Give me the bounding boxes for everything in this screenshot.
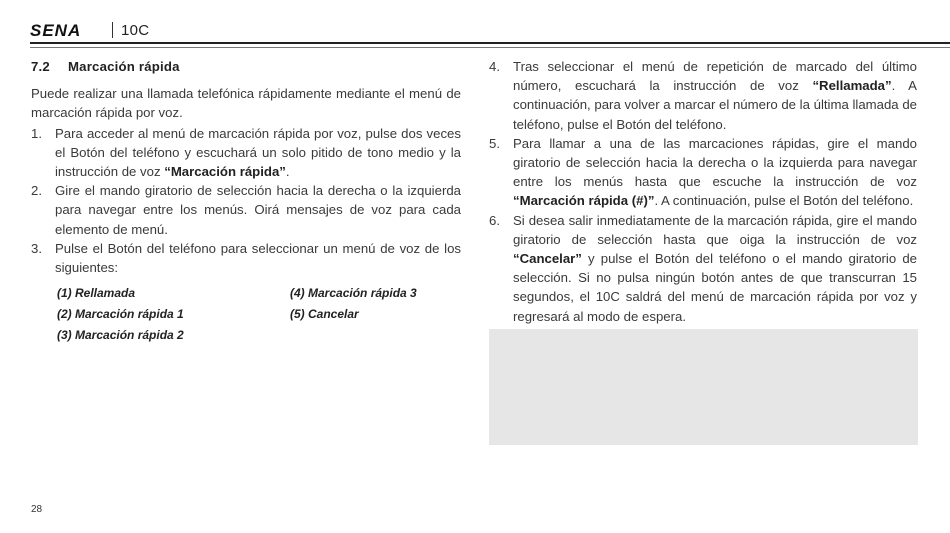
voice-prompt: “Rellamada” (812, 78, 892, 94)
step-text-end: y pulse el Botón del teléfono o el mando giratorio de selección. Si no pulsa ningún botón antes de que transcurran 15 segundos, el 10C saldrá del menú de marcación rápida por voz y regresará al modo de espera. (513, 251, 917, 324)
header-rule-thin (30, 47, 950, 48)
step-text-end: . A continuación, para volver a marcar el número de la última llamada de teléfono, pulse el Botón del teléfono. (513, 78, 917, 132)
step-number: 5. (489, 135, 500, 151)
steps-list-right (489, 57, 917, 326)
header-rule (30, 42, 950, 44)
list-item (31, 239, 461, 277)
option-marcacion-3: (4) Marcación rápida 3 (290, 286, 417, 301)
list-item (31, 181, 461, 239)
step-text: Gire el mando giratorio de selección hacia la derecha o la izquierda para navegar entre los menús. Oirá mensajes de voz para cada elemento de menú. (55, 183, 461, 237)
list-item (489, 211, 917, 326)
page-header (30, 18, 149, 42)
step-text: Para acceder al menú de marcación rápida por voz, pulse dos veces el Botón del teléfono y escuchará un solo pitido de tono medio y la instrucción de voz (55, 125, 461, 180)
option-rellamada: (1) Rellamada (57, 286, 136, 301)
list-item (489, 57, 917, 134)
step-text: Para llamar a una de las marcaciones rápidas, gire el mando giratorio de selección hacia la derecha o la izquierda para navegar entre los menús hasta que escuche la instrucción de voz (513, 135, 917, 190)
step-number: 4. (489, 59, 500, 74)
left-column (31, 57, 461, 345)
step-number: 2. (31, 183, 42, 199)
option-marcacion-2: (3) Marcación rápida 2 (57, 328, 184, 343)
step-number: 3. (31, 240, 42, 256)
step-number: 1. (31, 125, 42, 141)
steps-list-left (31, 124, 461, 278)
note-box (489, 329, 918, 445)
header-separator (112, 22, 113, 38)
sena-logo (30, 22, 102, 38)
section-number: 7.2 (31, 59, 50, 74)
voice-prompt: “Marcación rápida (#)” (513, 193, 655, 209)
voice-prompt: “Marcación rápida” (164, 164, 286, 180)
option-cancelar: (5) Cancelar (290, 307, 359, 322)
option-marcacion-1: (2) Marcación rápida 1 (57, 307, 184, 322)
svg-text:SENA: SENA (30, 22, 82, 38)
right-column (489, 57, 917, 326)
page-number: 28 (31, 504, 43, 515)
section-heading (31, 57, 461, 76)
section-title: Marcación rápida (68, 59, 180, 74)
intro-paragraph: Puede realizar una llamada telefónica rápidamente mediante el menú de marcación rápida por voz. (31, 86, 461, 121)
step-text: Pulse el Botón del teléfono para seleccionar un menú de voz de los siguientes: (55, 240, 461, 276)
step-number: 6. (489, 212, 500, 228)
step-text: Tras seleccionar el menú de repetición de marcado del último número, escuchará la instrucción de voz (513, 59, 917, 94)
step-text: Si desea salir inmediatamente de la marcación rápida, gire el mando giratorio de selección hasta que oiga la instrucción de voz (513, 212, 917, 247)
voice-prompt: “Cancelar” (513, 251, 582, 267)
menu-options (57, 283, 461, 345)
list-item (489, 134, 917, 211)
model-name: 10C (121, 21, 150, 39)
list-item (31, 124, 461, 182)
step-text-end: . (285, 164, 290, 180)
step-text-end: . A continuación, pulse el Botón del teléfono. (654, 193, 914, 209)
